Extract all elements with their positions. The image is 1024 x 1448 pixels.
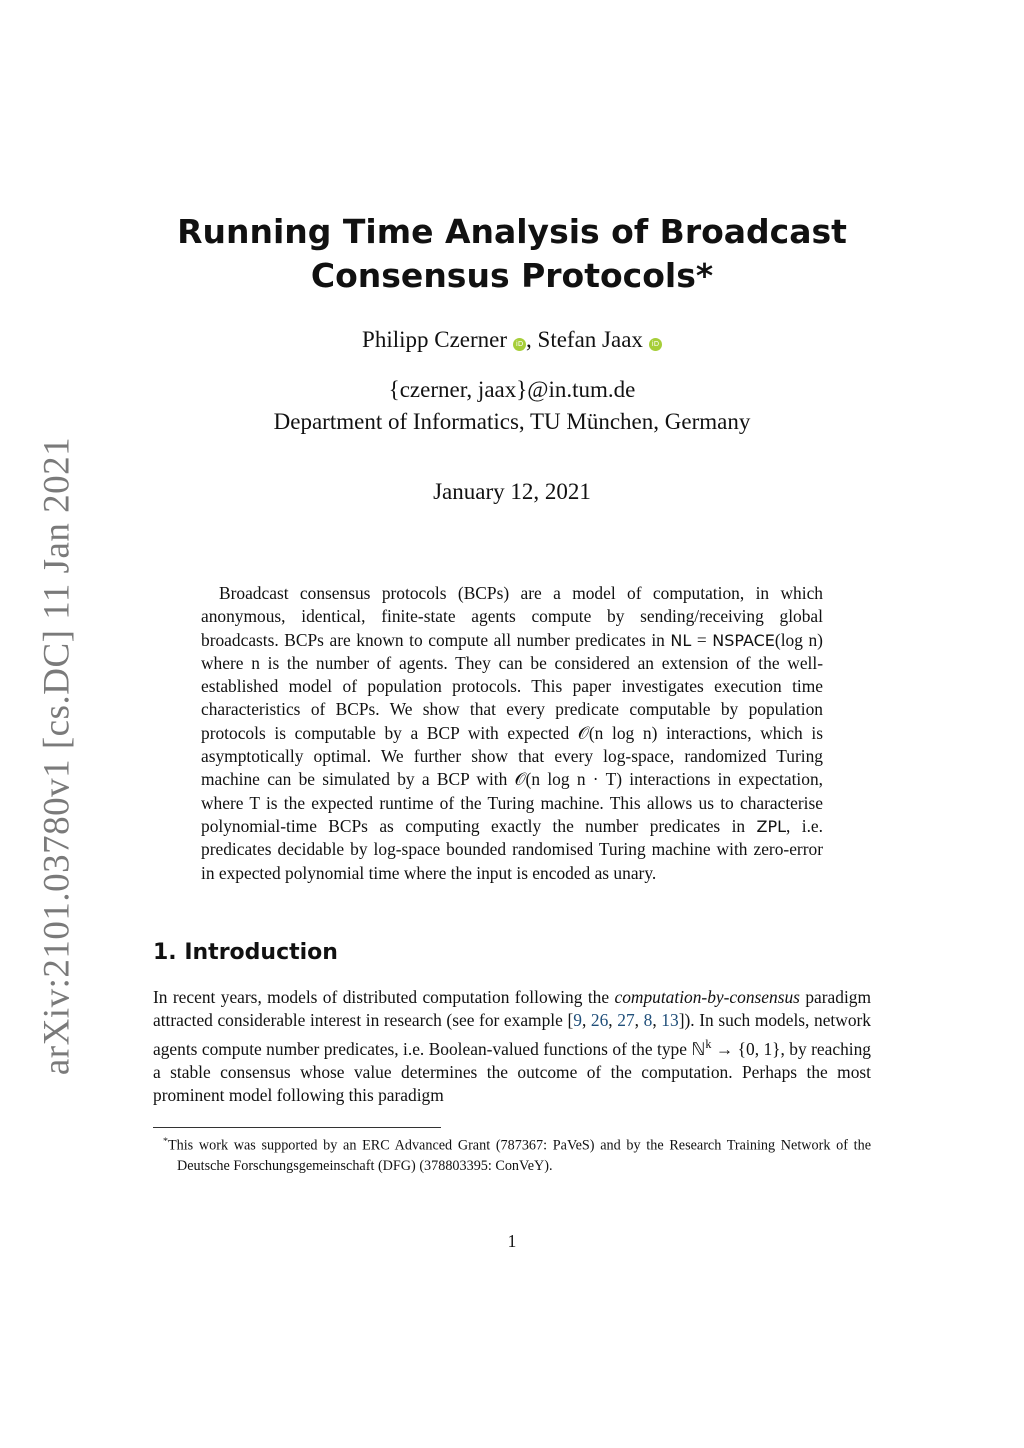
citation-link[interactable]: 9 [573,1010,582,1031]
citation-link[interactable]: 27 [617,1010,635,1031]
abstract [201,582,823,885]
math-equals: = [691,629,713,650]
title-line-1: Running Time Analysis of Broadcast [177,212,847,251]
orcid-icon[interactable]: iD [649,338,662,351]
publication-date: January 12, 2021 [433,479,591,504]
footnote-divider [153,1127,441,1128]
page-number: 1 [507,1231,517,1251]
body-text: paradigm attracted considerable interest in research (see for example [ [153,987,872,1031]
footnote [153,1132,871,1176]
citation-separator: , [652,1010,662,1031]
title-line-2: Consensus Protocols* [310,256,714,295]
math-superscript: k [705,1036,712,1051]
author-list [150,324,874,356]
orcid-icon[interactable]: iD [513,338,526,351]
footnote-text: This work was supported by an ERC Advanced Grant (787367: PaVeS) and by the Research Training Network of the Deutsche Forschungsgemeinschaft (DFG) (378803395: ConVeY). [167,1137,871,1174]
arxiv-identifier: arXiv:2101.03780v1 [cs.DC] 11 Jan 2021 [36,436,78,1076]
footnote-marker: * [163,1136,168,1147]
citation-link[interactable]: 26 [590,1010,609,1031]
math-logn: (log n) [774,629,823,650]
citation-separator: , [634,1010,644,1031]
complexity-class-nl: NL [670,630,692,650]
complexity-class-zpl: ZPL [756,816,787,836]
abstract-text: where n is the number of agents. They can be considered an extension of the well-established model of population protocols. This paper investigates execution time characteristics of BCPs. We show that every predicate computable by population protocols is computable by a BCP with expected 𝒪(n log n) interactions, which is asymptotically optimal. We further show that every log-space, randomized Turing machine can be simulated by a BCP with 𝒪(n log n · T) interactions in expectation, where T is the expected runtime of the Turing machine. This allows us to characterise polynomial-time BCPs as computing exactly the number predicates in [201,652,823,836]
paper-title [150,210,874,298]
body-text: → {0, 1}, by reaching a stable consensus whose value determines the outcome of the computation. Perhaps the most prominent model following this paradigm [153,1038,871,1105]
affiliation-block [150,374,874,438]
citation-link[interactable]: 13 [661,1010,679,1031]
affiliation: Department of Informatics, TU München, Germany [273,409,751,434]
section-heading-introduction: 1. Introduction [153,940,338,965]
body-text: ]). In such models, network agents compute number predicates, i.e. Boolean-valued functions of the type ℕ [153,1010,871,1059]
citation-separator: , [581,1010,591,1031]
introduction-paragraph [153,986,871,1107]
abstract-text: Broadcast consensus protocols (BCPs) are a model of computation, in which anonymous, identical, finite-state agents compute by sending/receiving global broadcasts. BCPs are known to compute all number predicates in [201,583,823,650]
author-name: Philipp Czerner [362,327,508,352]
emphasis-term: computation-by-consensus [614,987,800,1007]
citation-link[interactable]: 8 [643,1010,653,1031]
author-name: Stefan Jaax [537,327,643,352]
author-email: {czerner, jaax}@in.tum.de [388,377,636,402]
author-separator: , [526,327,532,352]
complexity-class-nspace: NSPACE [712,630,775,650]
body-text: In recent years, models of distributed computation following the [153,987,615,1007]
abstract-text: , i.e. predicates decidable by log-space bounded randomised Turing machine with zero-error in expected polynomial time where the input is encoded as unary. [201,815,823,883]
citation-separator: , [608,1010,618,1031]
